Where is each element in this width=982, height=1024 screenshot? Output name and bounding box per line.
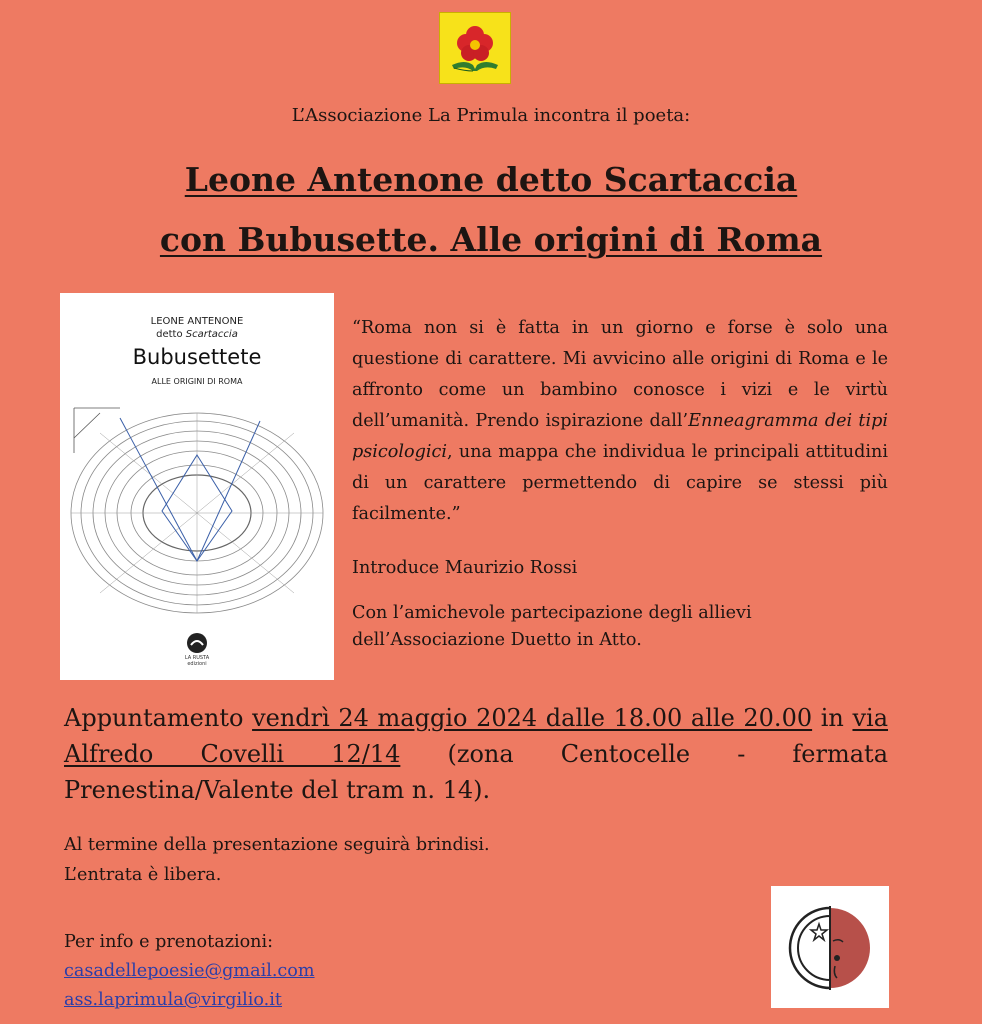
quote-part-1: “Roma non si è fatta in un giorno e forse è solo una questione di carattere. Mi avvicino alle origini di Roma e le affronto come un bambino conosce i vizi e le virtù dell’umanità. Prendo ispirazione dall’ — [352, 318, 888, 431]
colosseum-drawing — [60, 393, 334, 623]
presenter-line: Introduce Maurizio Rossi — [352, 558, 578, 578]
primula-logo-icon — [439, 12, 511, 84]
guests-line-1: Con l’amichevole partecipazione degli allievi — [352, 603, 752, 623]
appointment-address: via Alfredo Covelli 12/14 — [64, 704, 889, 768]
appointment-prefix: Appuntamento — [64, 704, 253, 732]
contact-info — [64, 928, 315, 1015]
closing-line-1: Al termine della presentazione seguirà brindisi. — [64, 835, 490, 855]
closing-line-2: L’entrata è libera. — [64, 865, 222, 885]
appointment-in: in — [812, 704, 853, 732]
cover-subtitle: ALLE ORIGINI DI ROMA — [151, 377, 243, 386]
moon-face-icon — [771, 886, 889, 1008]
quote-emphasis: Enneagramma dei tipi psicologici — [352, 411, 888, 462]
cover-publisher-sub: edizioni — [187, 661, 207, 667]
cover-author-alias: Scartaccia — [185, 329, 238, 340]
title-line-2: con Bubusette. Alle origini di Roma — [159, 220, 823, 259]
cover-title: Bubusettete — [132, 345, 262, 369]
intro-text: L’Associazione La Primula incontra il poeta: — [291, 105, 691, 126]
email-link-1[interactable]: casadellepoesie@gmail.com — [64, 961, 315, 981]
book-cover — [60, 293, 334, 680]
moon-logo — [771, 886, 889, 1008]
guests-text — [352, 600, 752, 654]
author-quote — [352, 313, 888, 530]
event-title — [0, 150, 982, 270]
cover-author — [60, 315, 334, 341]
appointment-details: (zona Centocelle - fermata Prenestina/Valente del tram n. 14). — [64, 740, 888, 804]
cover-author-name: LEONE ANTENONE — [150, 316, 244, 327]
appointment-datetime: vendrì 24 maggio 2024 dalle 18.00 alle 20.00 — [252, 704, 813, 732]
title-line-1: Leone Antenone detto Scartaccia — [184, 160, 798, 199]
guests-line-2: dell’Associazione Duetto in Atto. — [352, 630, 642, 650]
email-link-2[interactable]: ass.laprimula@virgilio.it — [64, 990, 282, 1010]
contact-label: Per info e prenotazioni: — [64, 932, 274, 952]
closing-notes — [64, 830, 490, 890]
cover-publisher — [60, 655, 334, 667]
quote-part-2: , una mappa che individua le principali attitudini di un carattere permettendo di capire se stessi più facilmente.” — [352, 442, 888, 524]
appointment-info — [64, 700, 888, 808]
cover-author-alias-prefix: detto — [156, 329, 183, 340]
publisher-logo-icon — [185, 631, 209, 655]
cover-publisher-name: LA RUSTA — [184, 655, 210, 661]
